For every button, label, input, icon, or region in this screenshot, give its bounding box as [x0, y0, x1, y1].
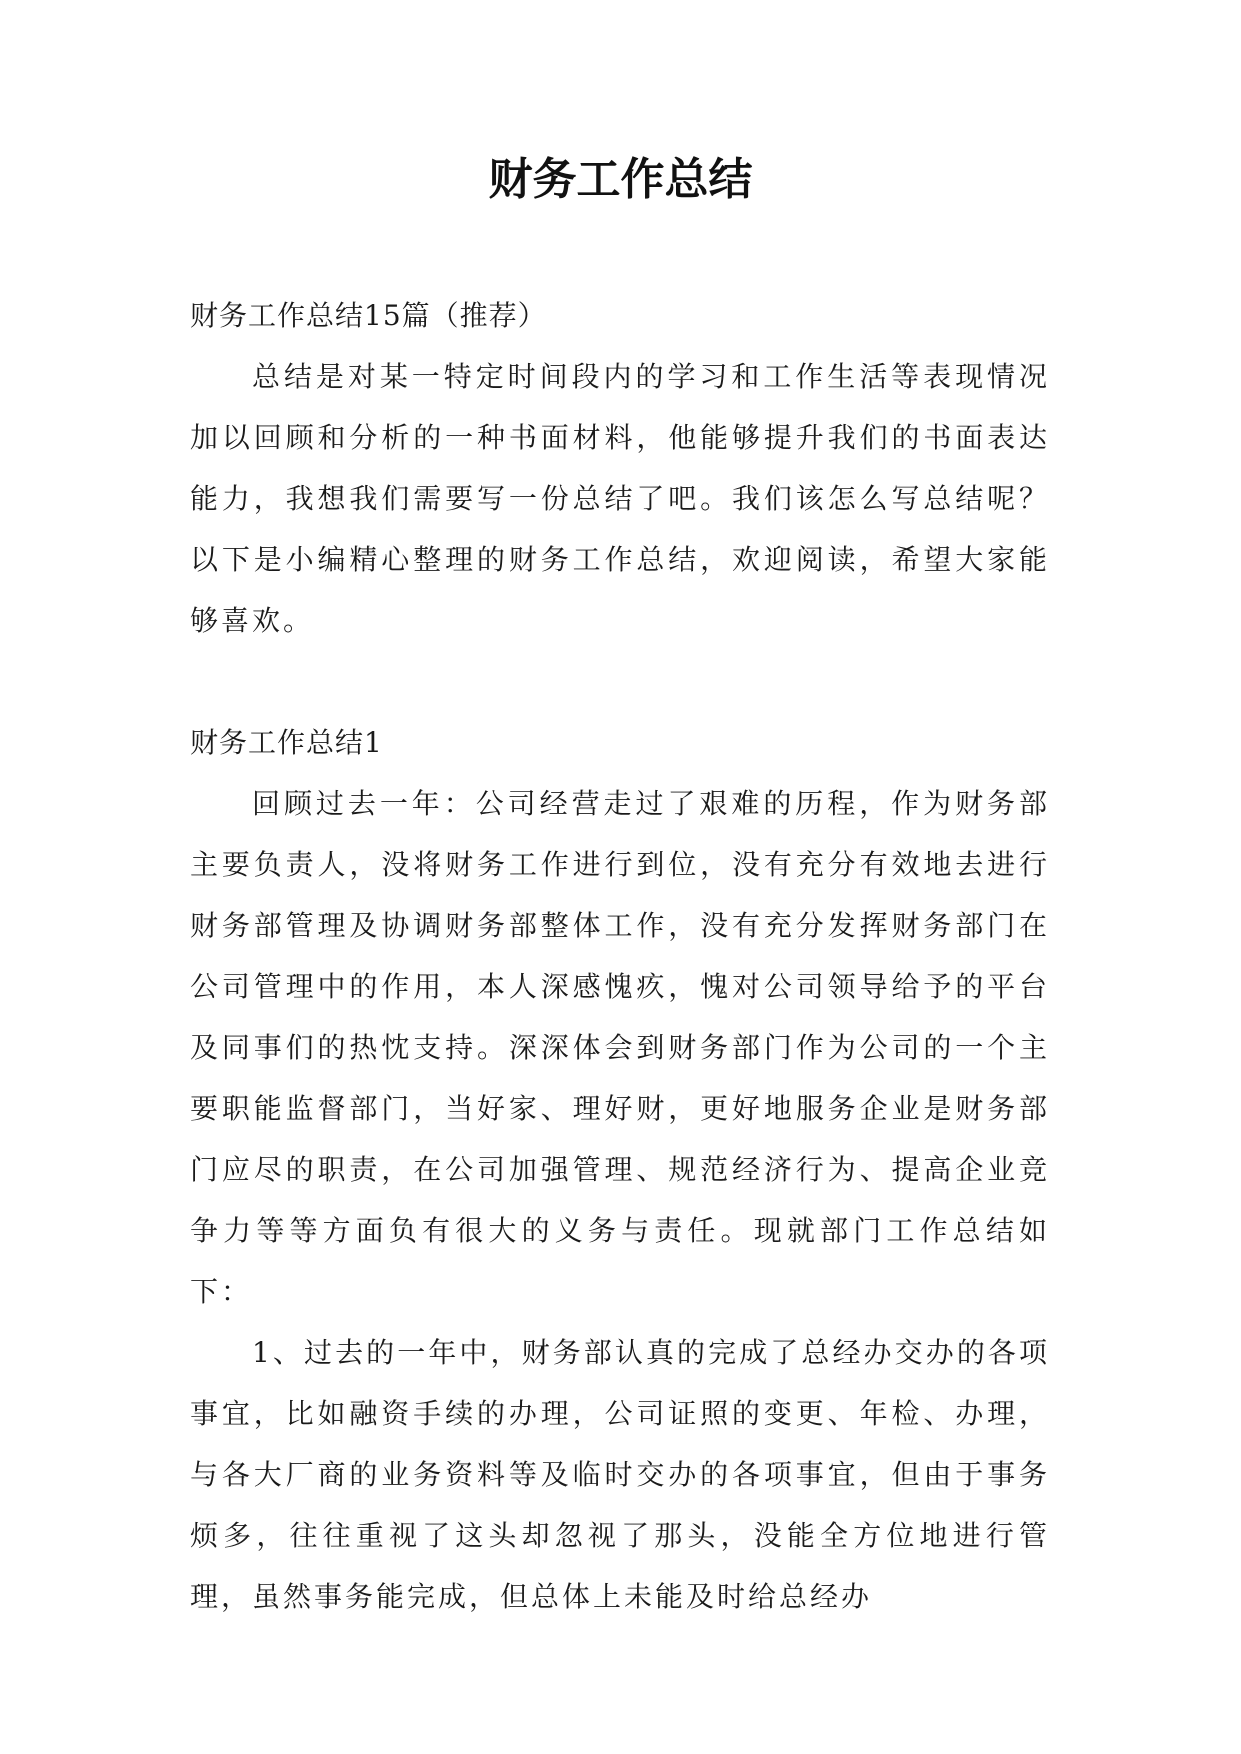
document-subtitle: 财务工作总结15篇（推荐） — [190, 299, 547, 332]
document-title: 财务工作总结 — [488, 154, 753, 205]
body-paragraph: 1、过去的一年中，财务部认真的完成了总经办交办的各项事宜，比如融资手续的办理，公司证照的变更、年检、办理，与各大厂商的业务资料等及临时交办的各项事宜，但由于事务烦多，往往重视了这头却忽视了那头，没能全方位地进行管理，虽然事务能完成，但总体上未能及时给总经办 — [190, 1336, 1050, 1613]
document-body — [190, 285, 1050, 1627]
intro-paragraph: 总结是对某一特定时间段内的学习和工作生活等表现情况加以回顾和分析的一种书面材料，他能够提升我们的书面表达能力，我想我们需要写一份总结了吧。我们该怎么写总结呢？以下是小编精心整理的财务工作总结，欢迎阅读，希望大家能够喜欢。 — [190, 360, 1050, 637]
section-heading: 财务工作总结1 — [190, 726, 383, 759]
paragraph-spacer — [190, 651, 1050, 712]
body-paragraph: 回顾过去一年：公司经营走过了艰难的历程，作为财务部主要负责人，没将财务工作进行到位，没有充分有效地去进行财务部管理及协调财务部整体工作，没有充分发挥财务部门在公司管理中的作用，本人深感愧疚，愧对公司领导给予的平台及同事们的热忱支持。深深体会到财务部门作为公司的一个主要职能监督部门，当好家、理好财，更好地服务企业是财务部门应尽的职责，在公司加强管理、规范经济行为、提高企业竞争力等等方面负有很大的义务与责任。现就部门工作总结如下： — [190, 787, 1050, 1308]
